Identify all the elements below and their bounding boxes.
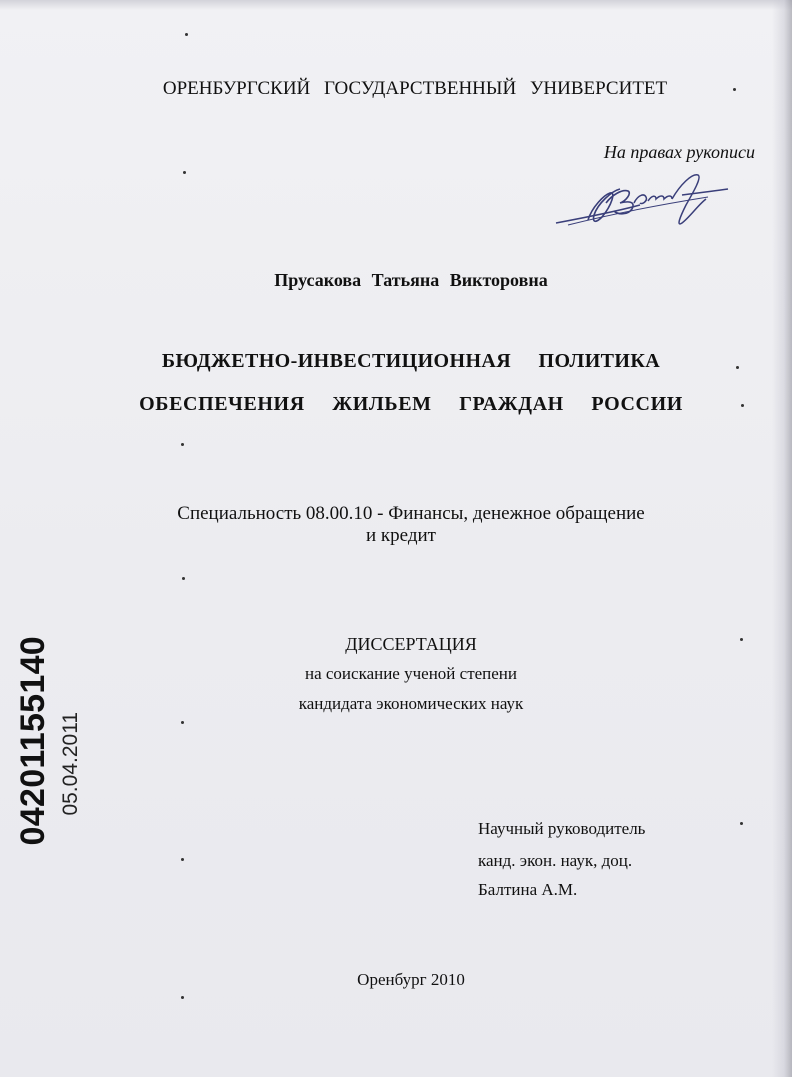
scan-speck — [181, 443, 184, 446]
library-stamp-code: 04201155140 — [14, 636, 52, 846]
supervisor-degree: канд. экон. наук, доц. — [478, 851, 633, 870]
specialty-line-1: Специальность 08.00.10 - Финансы, денежное обращение — [177, 503, 645, 524]
university-name: ОРЕНБУРГСКИЙ ГОСУДАРСТВЕННЫЙ УНИВЕРСИТЕТ — [162, 78, 668, 99]
work-type-heading: ДИССЕРТАЦИЯ — [345, 634, 477, 654]
degree-line-1: на соискание ученой степени — [304, 664, 518, 683]
city-year: Оренбург 2010 — [357, 970, 465, 989]
manuscript-note: На правах рукописи — [603, 142, 755, 162]
scan-speck — [183, 171, 186, 174]
scan-speck — [182, 577, 185, 580]
degree-line-2: кандидата экономических наук — [298, 694, 524, 713]
specialty-line-2: и кредит — [366, 525, 436, 546]
scan-speck — [181, 858, 184, 861]
scan-speck — [740, 822, 743, 825]
scan-speck — [181, 721, 184, 724]
supervisor-name: Балтина А.М. — [478, 880, 578, 899]
author-name: Прусакова Татьяна Викторовна — [274, 270, 548, 290]
supervisor-label: Научный руководитель — [478, 819, 646, 838]
scan-speck — [181, 996, 184, 999]
scan-top-shadow — [0, 0, 792, 10]
signature-icon — [548, 165, 733, 245]
dissertation-title-line-2: ОБЕСПЕЧЕНИЯ ЖИЛЬЕМ ГРАЖДАН РОССИИ — [139, 393, 683, 415]
library-stamp-date: 05.04.2011 — [59, 712, 82, 816]
dissertation-title-line-1: БЮДЖЕТНО-ИНВЕСТИЦИОННАЯ ПОЛИТИКА — [161, 350, 661, 372]
scan-speck — [185, 33, 188, 36]
